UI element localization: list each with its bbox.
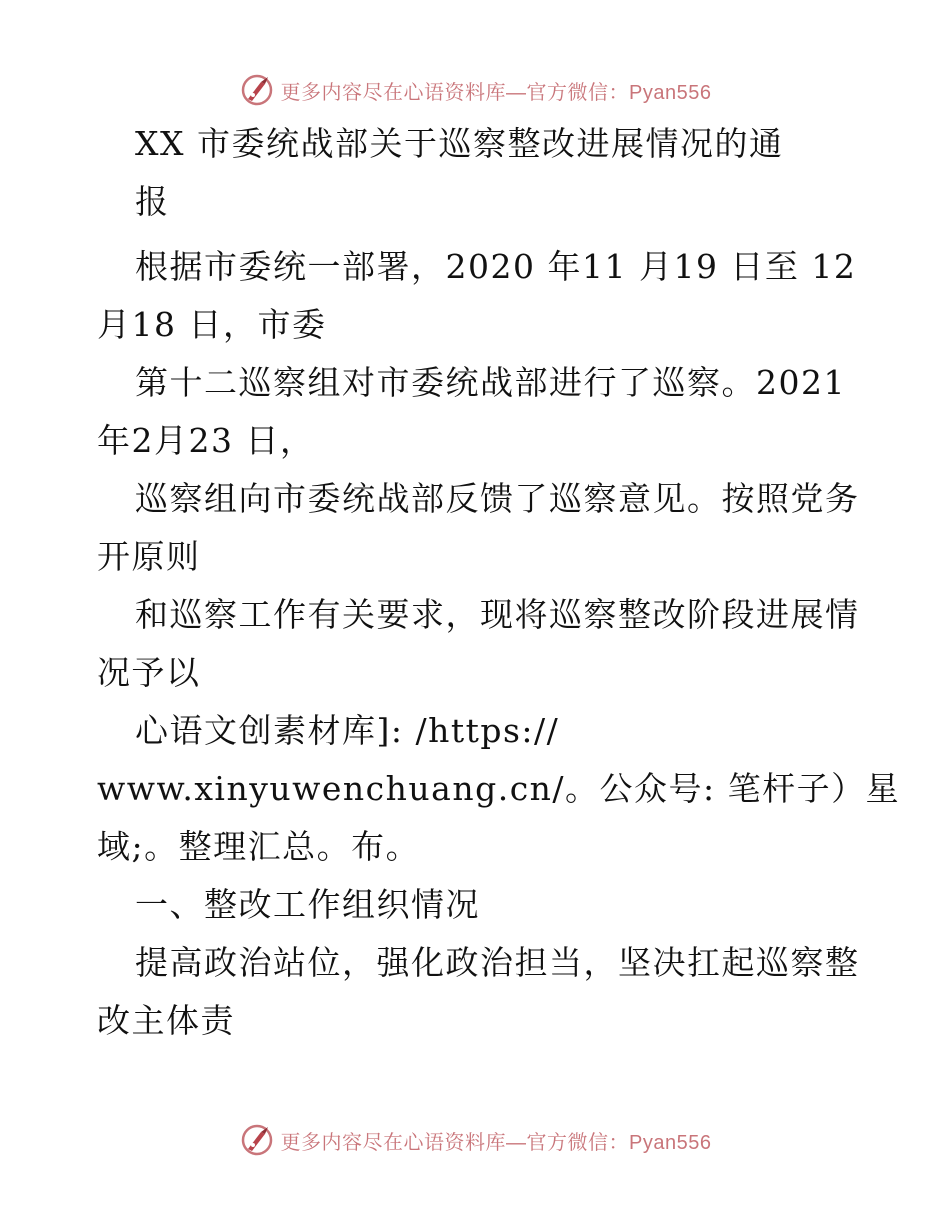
paragraph-line: 域;。整理汇总。布。 — [97, 827, 421, 866]
section-heading: 一、整改工作组织情况 — [135, 885, 480, 924]
footer-banner — [0, 1120, 950, 1160]
quill-pen-logo-icon — [239, 1122, 275, 1158]
paragraph-line: 年2月23 日， — [97, 421, 315, 460]
paragraph-line: 改主体责 — [97, 1001, 235, 1040]
header-banner-text: 更多内容尽在心语资料库—官方微信：Pyan556 — [280, 81, 712, 104]
paragraph-line: 第十二巡察组对市委统战部进行了巡察。2021 — [135, 363, 846, 402]
paragraph-line: 巡察组向市委统战部反馈了巡察意见。按照党务 — [135, 479, 860, 518]
quill-pen-logo-icon — [239, 72, 275, 108]
paragraph-line: 开原则 — [97, 537, 201, 576]
header-banner — [0, 70, 950, 110]
document-title-line-2: 报 — [135, 182, 170, 221]
paragraph-line: www.xinyuwenchuang.cn/。公众号: 笔杆子）星 — [97, 769, 901, 808]
paragraph-line: 提高政治站位，强化政治担当，坚决扛起巡察整 — [135, 943, 860, 982]
paragraph-line: 况予以 — [97, 653, 201, 692]
footer-banner-text: 更多内容尽在心语资料库—官方微信：Pyan556 — [280, 1131, 712, 1154]
paragraph-line: 根据市委统一部署，2020 年11 月19 日至 12 — [135, 247, 857, 286]
document-title-line-1: XX 市委统战部关于巡察整改进展情况的通 — [135, 124, 784, 163]
paragraph-line: 心语文创素材库]: /https:// — [135, 711, 560, 750]
paragraph-line: 和巡察工作有关要求，现将巡察整改阶段进展情 — [135, 595, 860, 634]
paragraph-line: 月18 日，市委 — [97, 305, 327, 344]
